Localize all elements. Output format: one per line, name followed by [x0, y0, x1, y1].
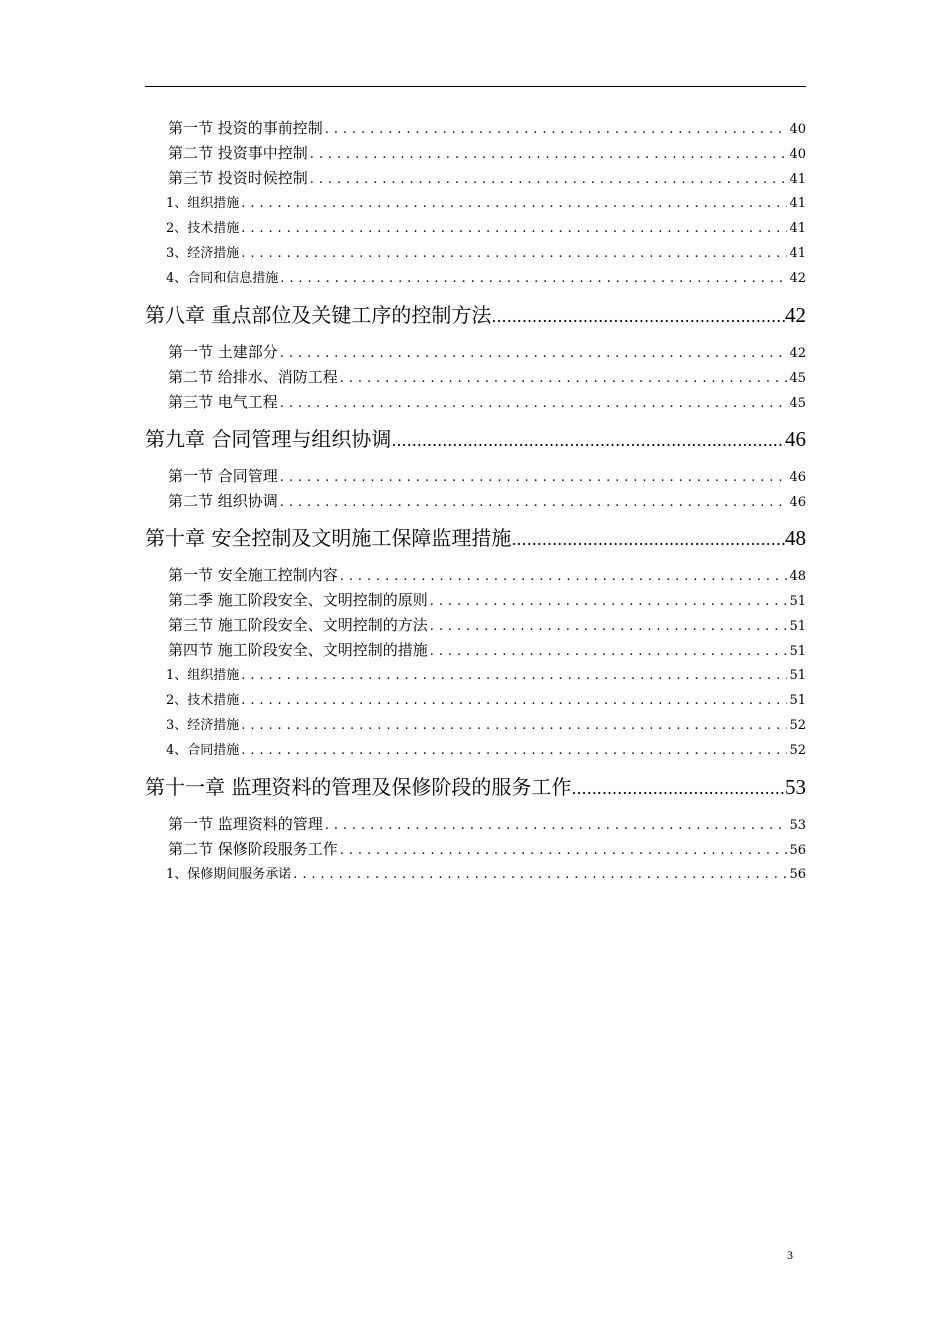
dot-leader [280, 490, 788, 514]
toc-section-entry[interactable] [145, 116, 806, 141]
toc-entry-title: 第二节 组织协调 [168, 492, 278, 510]
toc-item-entry[interactable] [145, 713, 806, 738]
toc-entry-page-number: 41 [789, 221, 806, 236]
toc-entry-page-number: 41 [789, 246, 806, 261]
toc-entry-page-number: 46 [785, 427, 806, 451]
toc-entry-page-number: 56 [789, 867, 806, 882]
toc-entry-title: 第四节 施工阶段安全、文明控制的措施 [168, 641, 428, 659]
toc-entry-page-number: 42 [789, 346, 806, 361]
toc-entry-title: 2、技术措施 [166, 221, 240, 236]
toc-entry-title: 1、保修期间服务承诺 [166, 867, 292, 882]
toc-entry-page-number: 51 [789, 594, 806, 609]
toc-item-entry[interactable] [145, 241, 806, 266]
toc-item-entry[interactable] [145, 191, 806, 216]
toc-item-entry[interactable] [145, 663, 806, 688]
dot-leader [280, 341, 788, 365]
toc-entry-page-number: 48 [789, 569, 806, 584]
dot-leader [430, 614, 788, 638]
toc-entry-page-number: 56 [789, 843, 806, 858]
dot-leader [491, 302, 785, 330]
dot-leader [241, 688, 787, 713]
dot-leader [280, 465, 788, 489]
toc-entry-title: 第八章 重点部位及关键工序的控制方法 [145, 303, 492, 327]
dot-leader [241, 663, 787, 688]
toc-section-entry[interactable] [145, 812, 806, 837]
toc-entry-title: 第三节 施工阶段安全、文明控制的方法 [168, 616, 428, 634]
toc-entry-title: 第九章 合同管理与组织协调 [145, 427, 392, 451]
toc-chapter-entry[interactable] [145, 523, 806, 553]
toc-item-entry[interactable] [145, 738, 806, 763]
toc-entry-page-number: 51 [789, 619, 806, 634]
toc-section-entry[interactable] [145, 365, 806, 390]
toc-entry-page-number: 45 [789, 371, 806, 386]
dot-leader [280, 266, 787, 291]
dot-leader [310, 142, 788, 166]
toc-entry-title: 2、技术措施 [166, 693, 240, 708]
toc-section-entry[interactable] [145, 613, 806, 638]
toc-entry-title: 第二节 投资事中控制 [168, 144, 308, 162]
toc-entry-page-number: 42 [785, 303, 806, 327]
toc-entry-page-number: 51 [789, 644, 806, 659]
toc-entry-title: 4、合同措施 [166, 743, 240, 758]
toc-item-entry[interactable] [145, 688, 806, 713]
toc-entry-title: 3、经济措施 [166, 718, 240, 733]
toc-item-entry[interactable] [145, 216, 806, 241]
dot-leader [241, 738, 787, 763]
toc-entry-page-number: 53 [789, 818, 806, 833]
toc-section-entry[interactable] [145, 563, 806, 588]
toc-section-entry[interactable] [145, 166, 806, 191]
toc-item-entry[interactable] [145, 862, 806, 887]
toc-entry-page-number: 48 [785, 526, 806, 550]
toc-entry-title: 第一节 合同管理 [168, 467, 278, 485]
toc-entry-title: 第二节 给排水、消防工程 [168, 368, 338, 386]
toc-section-entry[interactable] [145, 588, 806, 613]
dot-leader [280, 391, 788, 415]
toc-entry-page-number: 52 [789, 718, 806, 733]
toc-entry-title: 第二节 保修阶段服务工作 [168, 840, 338, 858]
toc-entry-title: 1、组织措施 [166, 196, 240, 211]
toc-entry-title: 第二季 施工阶段安全、文明控制的原则 [168, 591, 428, 609]
toc-section-entry[interactable] [145, 464, 806, 489]
toc-entry-page-number: 45 [789, 396, 806, 411]
dot-leader [325, 117, 788, 141]
dot-leader [571, 774, 785, 802]
toc-entry-page-number: 51 [789, 693, 806, 708]
toc-entry-page-number: 41 [789, 196, 806, 211]
dot-leader [340, 366, 788, 390]
toc-entry-page-number: 53 [785, 775, 806, 799]
toc-chapter-entry[interactable] [145, 424, 806, 454]
toc-chapter-entry[interactable] [145, 300, 806, 330]
toc-section-entry[interactable] [145, 141, 806, 166]
toc-section-entry[interactable] [145, 340, 806, 365]
dot-leader [511, 525, 785, 553]
dot-leader [391, 426, 785, 454]
toc-section-entry[interactable] [145, 489, 806, 514]
toc-entry-page-number: 51 [789, 668, 806, 683]
toc-entry-page-number: 40 [789, 122, 806, 137]
toc-chapter-entry[interactable] [145, 772, 806, 802]
toc-entry-page-number: 41 [789, 172, 806, 187]
toc-entry-page-number: 52 [789, 743, 806, 758]
dot-leader [293, 862, 787, 887]
toc-entry-title: 第一节 投资的事前控制 [168, 119, 323, 137]
dot-leader [241, 241, 787, 266]
dot-leader [241, 191, 787, 216]
toc-entry-title: 第十一章 监理资料的管理及保修阶段的服务工作 [145, 775, 572, 799]
dot-leader [340, 838, 788, 862]
toc-entry-title: 第一节 监理资料的管理 [168, 815, 323, 833]
toc-entry-title: 4、合同和信息措施 [166, 271, 279, 286]
toc-entry-page-number: 42 [789, 271, 806, 286]
toc-entry-title: 第一节 土建部分 [168, 343, 278, 361]
dot-leader [310, 167, 788, 191]
toc-entry-page-number: 40 [789, 147, 806, 162]
toc-entry-title: 第十章 安全控制及文明施工保障监理措施 [145, 526, 512, 550]
toc-entry-title: 第三节 投资时候控制 [168, 169, 308, 187]
toc-item-entry[interactable] [145, 266, 806, 291]
dot-leader [241, 713, 787, 738]
page-number: 3 [787, 1248, 793, 1262]
toc-entry-title: 第一节 安全施工控制内容 [168, 566, 338, 584]
dot-leader [325, 813, 788, 837]
toc-section-entry[interactable] [145, 638, 806, 663]
table-of-contents [145, 116, 806, 887]
dot-leader [430, 639, 788, 663]
dot-leader [430, 589, 788, 613]
toc-entry-title: 1、组织措施 [166, 668, 240, 683]
dot-leader [340, 564, 788, 588]
toc-section-entry[interactable] [145, 390, 806, 415]
toc-entry-title: 3、经济措施 [166, 246, 240, 261]
toc-entry-title: 第三节 电气工程 [168, 393, 278, 411]
toc-section-entry[interactable] [145, 837, 806, 862]
header-rule [145, 86, 806, 87]
dot-leader [241, 216, 787, 241]
toc-entry-page-number: 46 [789, 470, 806, 485]
toc-entry-page-number: 46 [789, 495, 806, 510]
